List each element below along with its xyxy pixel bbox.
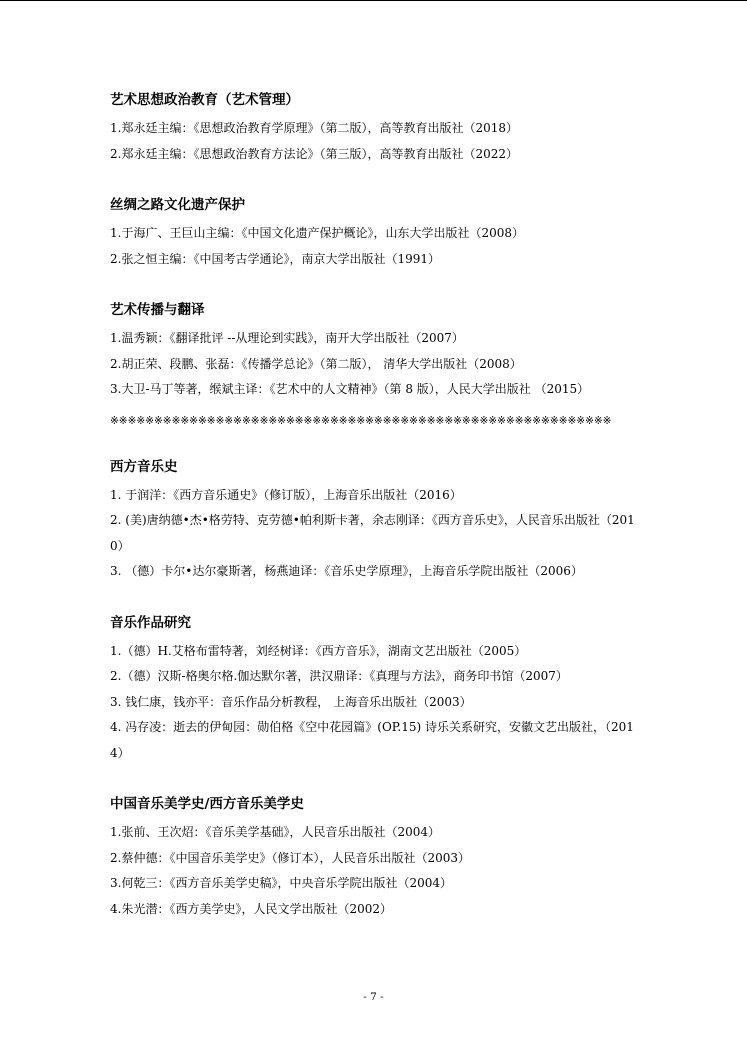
list-item: 3.何乾三：《西方音乐美学史稿》，中央音乐学院出版社（2004） [110,876,452,890]
section-title: 音乐作品研究 [110,614,191,631]
list-item: 1.郑永廷主编：《思想政治教育学原理》（第二版），高等教育出版社（2018） [110,121,518,135]
list-item: 2.胡正荣、段鹏、张磊：《传播学总论》（第二版）， 清华大学出版社（2008） [110,356,522,371]
list-item: 1.温秀颖：《翻译批评 --从理论到实践》，南开大学出版社（2007） [110,331,464,345]
section-title: 西方音乐史 [110,458,178,475]
list-item: 3.大卫-马丁等著，缑斌主译：《艺术中的人文精神》（第 8 版），人民大学出版社 （2015） [110,382,590,396]
list-item: 1.于海广、王巨山主编：《中国文化遗产保护概论》，山东大学出版社（2008） [110,226,524,240]
list-item: 2.张之恒主编：《中国考古学通论》，南京大学出版社（1991） [110,251,440,266]
section-art-communication-translation [110,300,650,403]
list-item: 1.张前、王次炤：《音乐美学基础》，人民音乐出版社（2004） [110,825,440,839]
section-art-ideological-education [110,90,650,167]
section-silk-road-heritage [110,195,650,272]
list-item: 4. 冯存凌：逝去的伊甸园：勋伯格《空中花园篇》(OP.15) 诗乐关系研究，安徽文艺出版社，（2014） [110,720,634,760]
list-item: 3. 钱仁康，钱亦平：音乐作品分析教程， 上海音乐出版社（2003） [110,694,472,709]
section-title: 艺术传播与翻译 [110,302,205,318]
section-music-works-research [110,613,650,767]
list-item: 2.蔡仲德：《中国音乐美学史》（修订本），人民音乐出版社（2003） [110,850,470,865]
list-item: 1.（德）H.艾格布雷特著，刘经树译：《西方音乐》，湖南文艺出版社（2005） [110,643,527,658]
top-border-line [0,0,747,1]
section-western-music-history [110,457,650,585]
section-music-aesthetics-history [110,794,650,922]
list-item: 3. （德）卡尔•达尔豪斯著，杨燕迪译：《音乐史学原理》，上海音乐学院出版社（2006） [110,564,583,578]
page-number: - 7 - [363,991,384,1003]
section-title: 艺术思想政治教育（艺术管理） [110,92,299,108]
list-item: 2.（德）汉斯-格奥尔格.伽达默尔著，洪汉鼎译：《真理与方法》，商务印书馆（2007） [110,669,568,683]
list-item: 2. (美)唐纳德•杰•格劳特、克劳德•帕利斯卡著，余志刚译：《西方音乐史》，人民音乐出版社（2010） [110,513,635,553]
list-item: 4.朱光潜：《西方美学史》，人民文学出版社（2002） [110,901,392,916]
section-title: 丝绸之路文化遗产保护 [110,197,245,213]
list-item: 2.郑永廷主编：《思想政治教育方法论》（第三版），高等教育出版社（2022） [110,146,518,161]
list-item: 1. 于润洋：《西方音乐通史》（修订版），上海音乐出版社（2016） [110,487,462,502]
section-title: 中国音乐美学史/西方音乐美学史 [110,796,304,812]
separator-line: ※※※※※※※※※※※※※※※※※※※※※※※※※※※※※※※※※※※※※※※※※※※※※※※※※※※※※※※※※ [110,414,612,427]
document-body [110,90,650,950]
